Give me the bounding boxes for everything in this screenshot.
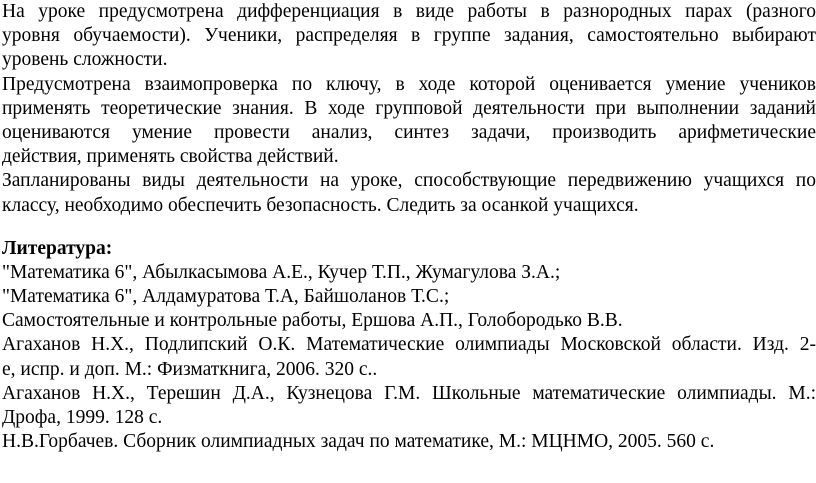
literature-item: "Математика 6", Абылкасымова А.Е., Кучер Т.П., Жумагулова З.А.; xyxy=(2,261,561,283)
paragraph-differentiation xyxy=(2,0,816,73)
literature-item: е, испр. и доп. М.: Физматкнига, 2006. 320 с.. xyxy=(2,358,378,380)
paragraph-safety xyxy=(2,169,816,217)
paragraph-peer-review xyxy=(2,73,816,170)
text-line: оцениваются умение провести анализ, синтез задачи, производить арифметические xyxy=(2,121,816,143)
literature-item: Агаханов Н.Х., Подлипский О.К. Математические олимпиады Московской области. Изд. 2- xyxy=(2,334,816,356)
document-page xyxy=(2,0,816,454)
text-line: уровня обучаемости). Ученики, распределяя в группе задания, самостоятельно выбирают xyxy=(2,25,816,47)
literature-list xyxy=(2,261,816,455)
text-line: применять теоретические знания. В ходе групповой деятельности при выполнении заданий xyxy=(2,97,816,119)
text-line: Запланированы виды деятельности на уроке, способствующие передвижению учащихся по xyxy=(2,170,816,192)
text-line: действия, применять свойства действий. xyxy=(2,146,339,168)
literature-item: Н.В.Горбачев. Сборник олимпиадных задач по математике, М.: МЦНМО, 2005. 560 с. xyxy=(2,431,715,453)
text-line: Предусмотрена взаимопроверка по ключу, в ходе которой оценивается умение учеников xyxy=(2,73,816,95)
text-line: На уроке предусмотрена дифференциация в виде работы в разнородных парах (разного xyxy=(2,1,816,22)
literature-item: "Математика 6", Алдамуратова Т.А, Байшоланов Т.С.; xyxy=(2,286,450,308)
text-line: классу, необходимо обеспечить безопасность. Следить за осанкой учащихся. xyxy=(2,194,639,216)
literature-heading: Литература: xyxy=(2,237,113,259)
literature-item: Самостоятельные и контрольные работы, Ершова А.П., Голобородько В.В. xyxy=(2,310,623,332)
literature-item: Агаханов Н.Х., Терешин Д.А., Кузнецова Г.М. Школьные математические олимпиады. М.: xyxy=(2,382,816,404)
literature-item: Дрофа, 1999. 128 с. xyxy=(2,407,163,428)
blank-line xyxy=(2,218,816,237)
text-line: уровень сложности. xyxy=(2,49,168,71)
